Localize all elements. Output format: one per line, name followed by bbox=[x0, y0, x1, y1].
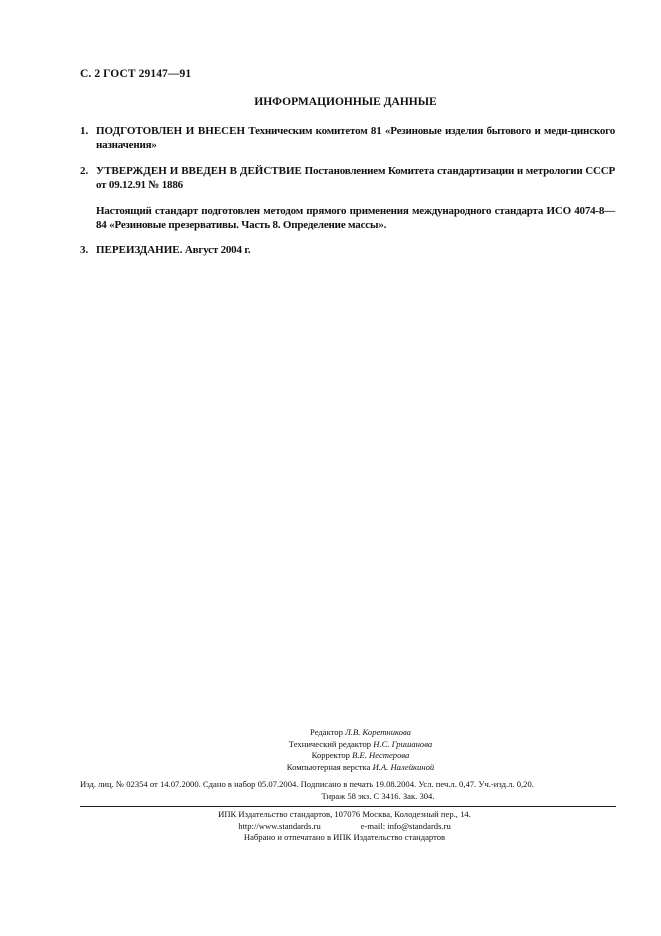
credit-technical-editor: Технический редактор Н.С. Гришанова bbox=[288, 738, 433, 749]
section-title: ИНФОРМАЦИОННЫЕ ДАННЫЕ bbox=[254, 96, 437, 108]
publisher-address: ИПК Издательство стандартов, 107076 Москва, Колодезный пер., 14. bbox=[218, 809, 471, 819]
credit-proofreader: Корректор В.Е. Нестерова bbox=[311, 750, 410, 760]
item-lead: ПОДГОТОВЛЕН И ВНЕСЕН bbox=[96, 125, 246, 137]
item-text: Постановлением Комитета стандартизации и метрологии СССР от 09.12.91 № 1886 bbox=[96, 165, 616, 191]
info-item-2-note bbox=[80, 204, 615, 232]
editorial-credits bbox=[0, 727, 661, 773]
imprint-circulation: Тираж 58 экз. С 3416. Зак. 304. bbox=[321, 790, 435, 801]
item-lead: ПЕРЕИЗДАНИЕ. bbox=[96, 244, 183, 256]
credit-layout: Компьютерная верстка И.А. Налейкиной bbox=[286, 761, 435, 772]
imprint-info bbox=[80, 779, 616, 802]
info-item-2 bbox=[80, 164, 615, 192]
publisher-website: http://www.standards.ru bbox=[238, 820, 321, 831]
publisher-info bbox=[0, 809, 661, 844]
publisher-printing: Набрано и отпечатано в ИПК Издательство стандартов bbox=[243, 832, 446, 842]
publisher-contacts bbox=[28, 821, 661, 833]
item-text: Август 2004 г. bbox=[182, 244, 251, 256]
publisher-email: e-mail: info@standards.ru bbox=[360, 820, 451, 831]
info-item-1 bbox=[80, 124, 615, 152]
page-header: С. 2 ГОСТ 29147—91 bbox=[80, 68, 192, 80]
item-text: Техническим комитетом 81 «Резиновые изделия бытового и меди-цинского назначения» bbox=[96, 125, 615, 151]
item-lead: УТВЕРЖДЕН И ВВЕДЕН В ДЕЙСТВИЕ bbox=[96, 165, 302, 177]
item-text: Настоящий стандарт подготовлен методом прямого применения международного стандарта ИСО 4074-8—84 «Резиновые презервативы. Часть 8. Определение массы». bbox=[96, 205, 615, 231]
divider-rule bbox=[80, 806, 616, 807]
info-item-3 bbox=[80, 243, 615, 257]
imprint-line: Изд. лиц. № 02354 от 14.07.2000. Сдано в набор 05.07.2004. Подписано в печать 19.08.2004. Усл. печ.л. 0,47. Уч.-изд.л. 0,20. bbox=[80, 779, 534, 789]
item-number: 1. bbox=[80, 125, 89, 137]
item-number: 3. bbox=[80, 244, 89, 256]
item-number: 2. bbox=[80, 165, 89, 177]
credit-editor: Редактор Л.В. Коретникова bbox=[310, 727, 411, 737]
